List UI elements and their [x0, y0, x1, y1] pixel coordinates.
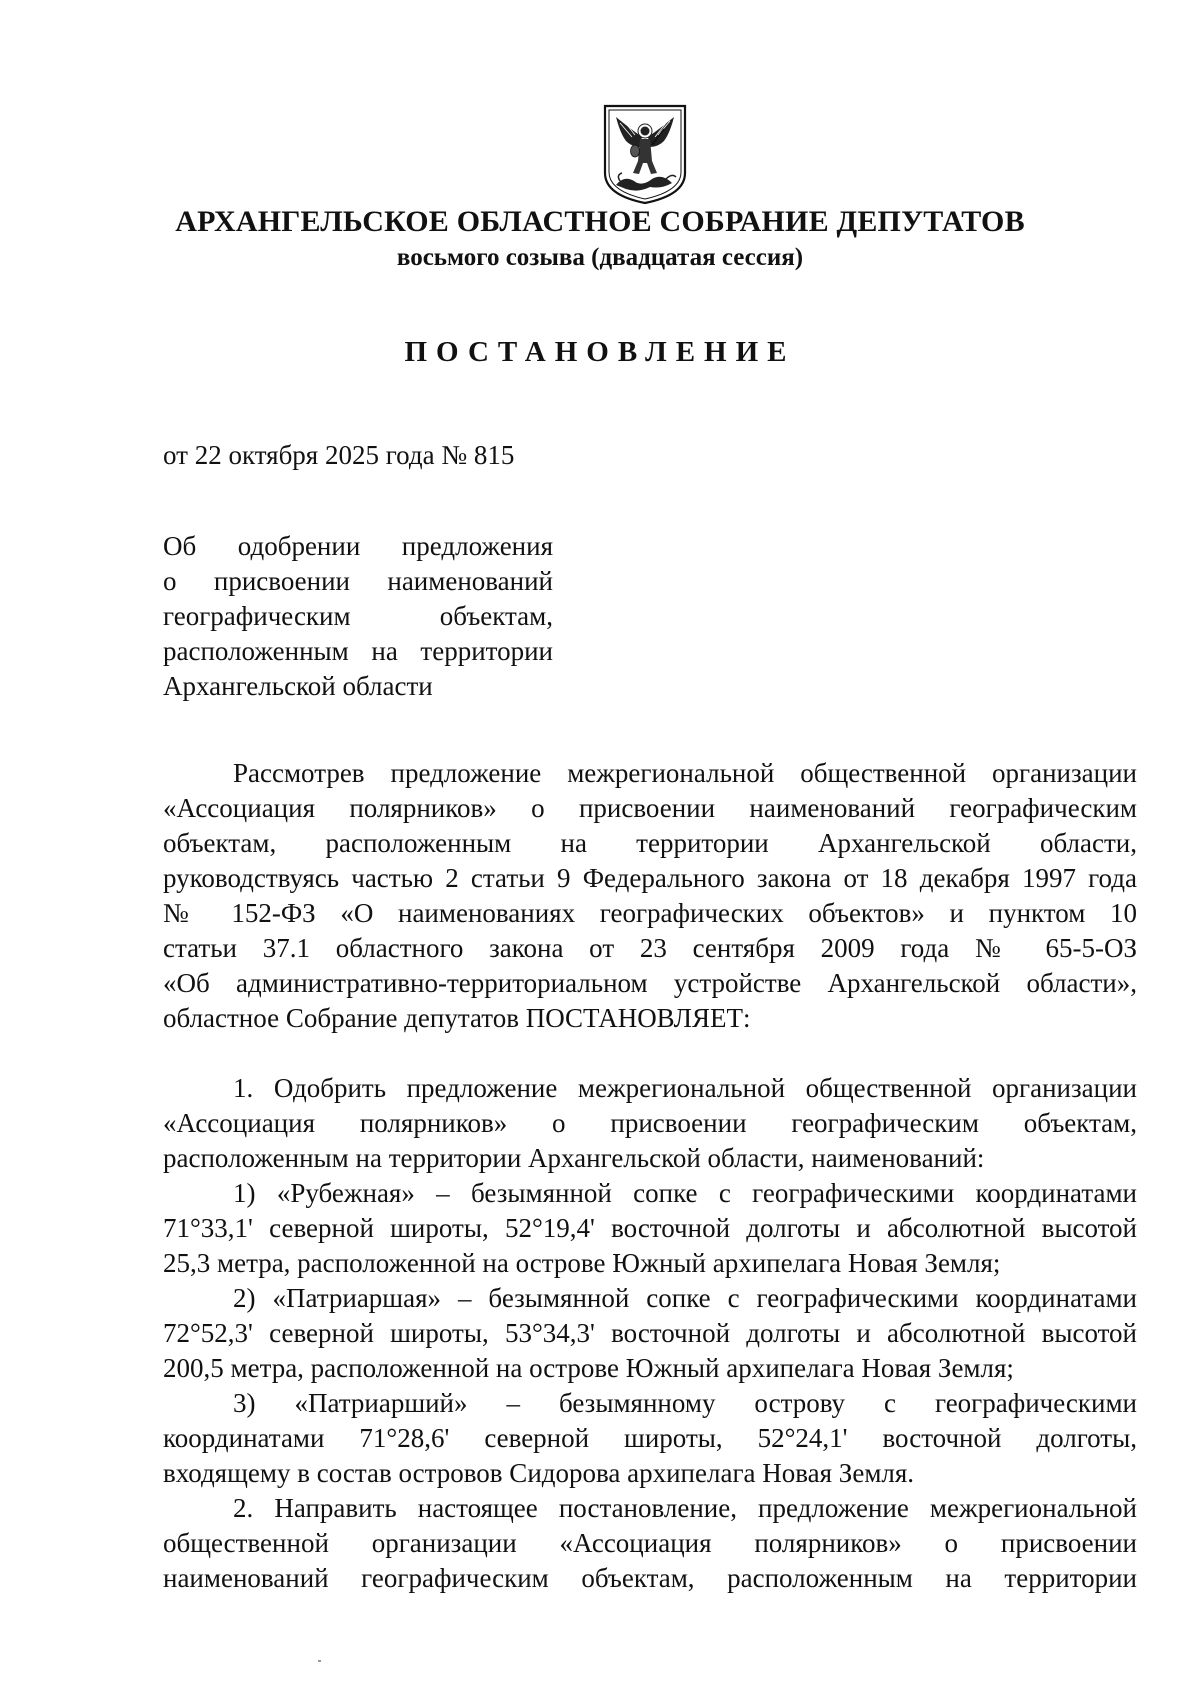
document-subject	[163, 529, 553, 704]
preamble-line: «Ассоциация полярников» о присвоении наименований географическим	[163, 793, 1137, 823]
sub-item-2-line: 200,5 метра, расположенной на острове Южный архипелага Новая Земля;	[163, 1353, 1014, 1383]
item-2-line: 2. Направить настоящее постановление, предложение межрегиональной	[233, 1493, 1137, 1523]
item-2-paragraph	[163, 1491, 1137, 1596]
coat-of-arms-icon	[602, 103, 688, 206]
preamble-line: № 152-ФЗ «О наименованиях географических объектов» и пунктом 10	[163, 898, 1137, 928]
sub-item-3-line: 3) «Патриарший» – безымянному острову с географическими	[233, 1388, 1137, 1418]
item-1-line: 1. Одобрить предложение межрегиональной общественной организации	[233, 1073, 1137, 1103]
preamble-paragraph	[163, 756, 1137, 1036]
sub-item-1-line: 1) «Рубежная» – безымянной сопке с географическими координатами	[233, 1178, 1137, 1208]
item-1-line: расположенным на территории Архангельской области, наименований:	[163, 1143, 985, 1173]
convocation-subtitle: восьмого созыва (двадцатая сессия)	[396, 244, 804, 271]
subject-line: о присвоении наименований	[163, 566, 553, 596]
sub-item-2-paragraph	[163, 1281, 1137, 1386]
subject-line: Архангельской области	[163, 671, 433, 701]
subject-line: Об одобрении предложения	[163, 531, 553, 561]
preamble-line: объектам, расположенным на территории Архангельской области,	[163, 828, 1137, 858]
sub-item-1-paragraph	[163, 1176, 1137, 1281]
preamble-line: Рассмотрев предложение межрегиональной общественной организации	[233, 758, 1137, 788]
preamble-line: статьи 37.1 областного закона от 23 сентября 2009 года № 65-5-ОЗ	[163, 933, 1137, 963]
scan-speck	[318, 1660, 321, 1662]
subject-line: расположенным на территории	[163, 636, 553, 666]
preamble-line: руководствуясь частью 2 статьи 9 Федерального закона от 18 декабря 1997 года	[163, 863, 1137, 893]
document-type-heading: ПОСТАНОВЛЕНИЕ	[404, 336, 796, 368]
paragraph-gap	[163, 1036, 1137, 1071]
sub-item-2-line: 2) «Патриаршая» – безымянной сопке с географическими координатами	[233, 1283, 1137, 1313]
sub-item-1-line: 25,3 метра, расположенной на острове Южный архипелага Новая Земля;	[163, 1248, 1001, 1278]
document-body	[163, 756, 1137, 1596]
organization-title: АРХАНГЕЛЬСКОЕ ОБЛАСТНОЕ СОБРАНИЕ ДЕПУТАТОВ	[175, 205, 1025, 238]
preamble-line: «Об административно-территориальном устройстве Архангельской области»,	[163, 968, 1137, 998]
item-2-line: наименований географическим объектам, расположенным на территории	[163, 1563, 1137, 1593]
sub-item-3-line: координатами 71°28,6' северной широты, 52°24,1' восточной долготы,	[163, 1423, 1137, 1453]
sub-item-3-line: входящему в состав островов Сидорова архипелага Новая Земля.	[163, 1458, 915, 1488]
item-2-line: общественной организации «Ассоциация полярников» о присвоении	[163, 1528, 1137, 1558]
sub-item-3-paragraph	[163, 1386, 1137, 1491]
sub-item-1-line: 71°33,1' северной широты, 52°19,4' восточной долготы и абсолютной высотой	[163, 1213, 1137, 1243]
item-1-paragraph	[163, 1071, 1137, 1176]
document-date-number: от 22 октября 2025 года № 815	[163, 440, 515, 470]
sub-item-2-line: 72°52,3' северной широты, 53°34,3' восточной долготы и абсолютной высотой	[163, 1318, 1137, 1348]
preamble-line: областное Собрание депутатов ПОСТАНОВЛЯЕТ:	[163, 1003, 751, 1033]
subject-line: географическим объектам,	[163, 601, 553, 631]
item-1-line: «Ассоциация полярников» о присвоении географическим объектам,	[163, 1108, 1137, 1138]
